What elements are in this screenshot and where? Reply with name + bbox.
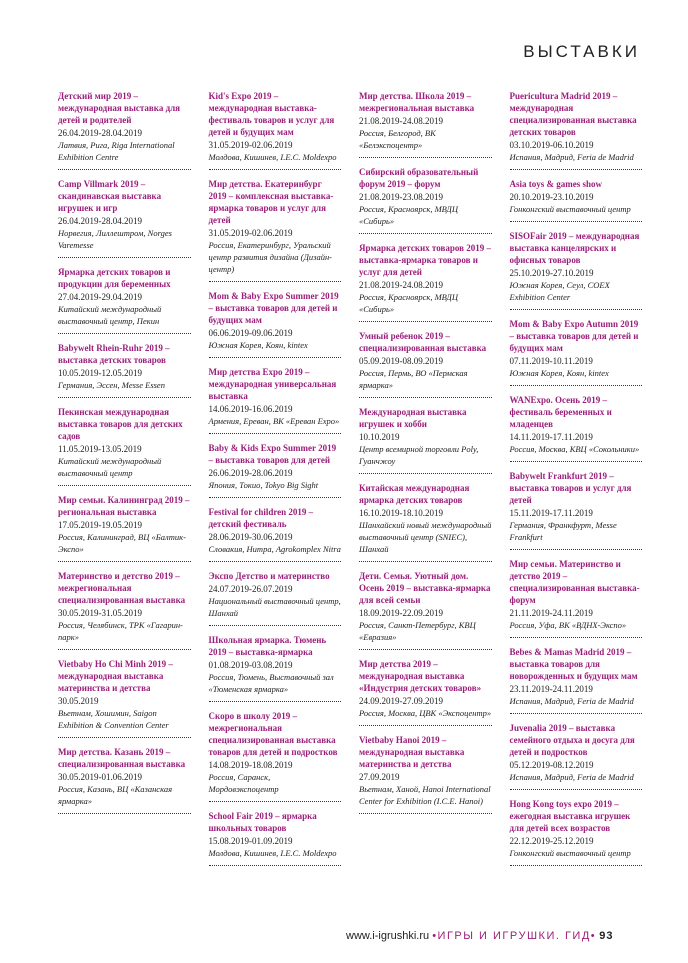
- exhibition-title: Ярмарка детских товаров и продукции для беременных: [58, 267, 171, 289]
- exhibition-place: Китайский международный выставочный центр: [58, 456, 162, 478]
- exhibition-title: Juvenalia 2019 – выставка семейного отдыха и досуга для детей и подростков: [509, 723, 635, 757]
- exhibition-place: Россия, Санкт-Петербург, КВЦ «Евразия»: [359, 620, 476, 642]
- column-1: [58, 90, 191, 874]
- exhibition-dates: 30.05.2019: [58, 696, 99, 706]
- exhibition-title: Mom & Baby Expo Autumn 2019 – выставка товаров для детей и будущих мам: [509, 319, 639, 353]
- exhibition-title: Дети. Семья. Уютный дом. Осень 2019 – выставка-ярмарка для всей семьи: [359, 571, 491, 605]
- exhibition-entry: [510, 798, 643, 866]
- exhibition-title: Babywelt Rhein-Ruhr 2019 – выставка детских товаров: [58, 343, 170, 365]
- exhibition-place: Россия, Калининград, ВЦ «Балтик-Экспо»: [58, 532, 186, 554]
- exhibition-place: Россия, Казань, ВЦ «Казанская ярмарка»: [58, 784, 173, 806]
- exhibition-dates: 21.11.2019-24.11.2019: [509, 608, 593, 618]
- exhibition-entry: [209, 178, 342, 282]
- footer-site-link[interactable]: www.i-igrushki.ru: [346, 930, 430, 942]
- exhibition-title: Мир детства. Казань 2019 – специализированная выставка: [58, 747, 186, 769]
- exhibition-entry: [209, 710, 342, 802]
- exhibition-entry: [209, 634, 342, 702]
- exhibition-place: Гонконгский выставочный центр: [509, 848, 631, 858]
- exhibition-dates: 24.07.2019-26.07.2019: [208, 584, 293, 594]
- exhibition-dates: 31.05.2019-02.06.2019: [208, 228, 293, 238]
- exhibition-title: Kid's Expo 2019 – международная выставка-фестиваль товаров и услуг для детей и будущих мам: [208, 91, 335, 137]
- exhibition-entry: [510, 230, 643, 310]
- exhibition-dates: 24.09.2019-27.09.2019: [359, 696, 443, 706]
- exhibition-entry: [510, 178, 643, 222]
- exhibition-title: Мир детства. Екатеринбург 2019 – комплексная выставка-ярмарка товаров и услуг для детей: [208, 179, 334, 225]
- exhibition-dates: 15.11.2019-17.11.2019: [509, 508, 593, 518]
- exhibition-dates: 14.06.2019-16.06.2019: [208, 404, 293, 414]
- exhibition-title: SISOFair 2019 – международная выставка канцелярских и офисных товаров: [509, 231, 640, 265]
- exhibition-title: Vietbaby Hanoi 2019 – международная выставка материнства и детства: [359, 735, 465, 769]
- exhibition-place: Шанхайский новый международный выставочный центр (SNIEC), Шанхай: [359, 520, 492, 554]
- section-title: ВЫСТАВКИ: [523, 42, 640, 61]
- exhibition-entry: [510, 318, 643, 386]
- exhibition-place: Южная Корея, Сеул, COEX Exhibition Center: [509, 280, 610, 302]
- exhibition-entry: [58, 658, 191, 738]
- exhibition-place: Вьетнам, Хошимин, Saigon Exhibition & Convention Center: [58, 708, 169, 730]
- exhibition-entry: [209, 290, 342, 358]
- exhibition-dates: 27.04.2019-29.04.2019: [58, 292, 142, 302]
- exhibition-dates: 11.05.2019-13.05.2019: [58, 444, 142, 454]
- exhibition-title: Camp Villmark 2019 – скандинавская выставка игрушек и игр: [58, 179, 162, 213]
- exhibition-place: Россия, Пермь, ВО «Пермская ярмарка»: [359, 368, 468, 390]
- exhibition-place: Национальный выставочный центр, Шанхай: [208, 596, 341, 618]
- exhibition-place: Россия, Москва, ЦВК «Экспоцентр»: [359, 708, 492, 718]
- exhibition-title: Bebes & Mamas Madrid 2019 – выставка товаров для новорожденных и будущих мам: [509, 647, 638, 681]
- column-3: [359, 90, 492, 874]
- exhibition-dates: 16.10.2019-18.10.2019: [359, 508, 443, 518]
- exhibition-title: Школьная ярмарка. Тюмень 2019 – выставка-ярмарка: [208, 635, 327, 657]
- exhibition-title: Сибирский образовательный форум 2019 – форум: [359, 167, 479, 189]
- exhibition-entry: [359, 242, 492, 322]
- exhibition-place: Япония, Токио, Tokyo Big Sight: [208, 480, 319, 490]
- exhibition-entry: [359, 406, 492, 474]
- exhibition-place: Армения, Ереван, ВК «Ереван Expo»: [208, 416, 340, 426]
- exhibition-title: Мир детства. Школа 2019 – межрегиональная выставка: [359, 91, 475, 113]
- exhibition-entry: [58, 266, 191, 334]
- exhibition-title: Детский мир 2019 – международная выставка для детей и родителей: [58, 91, 181, 125]
- exhibition-place: Молдова, Кишинев, I.E.C. Moldexpo: [208, 848, 337, 858]
- exhibition-dates: 17.05.2019-19.05.2019: [58, 520, 142, 530]
- exhibition-place: Молдова, Кишинев, I.E.C. Moldexpo: [208, 152, 337, 162]
- exhibition-place: Россия, Москва, КВЦ «Сокольники»: [509, 444, 640, 454]
- exhibition-place: Россия, Саранск, Мордовэкспоцентр: [208, 772, 279, 794]
- exhibition-title: Ярмарка детских товаров 2019 – выставка-ярмарка товаров и услуг для детей: [359, 243, 492, 277]
- exhibition-dates: 06.06.2019-09.06.2019: [208, 328, 293, 338]
- exhibition-entry: [58, 178, 191, 258]
- exhibition-dates: 05.12.2019-08.12.2019: [509, 760, 594, 770]
- exhibition-place: Испания, Мадрид, Feria de Madrid: [509, 696, 634, 706]
- exhibition-place: Испания, Мадрид, Feria de Madrid: [509, 152, 634, 162]
- exhibition-dates: 30.05.2019-31.05.2019: [58, 608, 142, 618]
- exhibition-place: Россия, Тюмень, Выставочный зал «Тюменская ярмарка»: [208, 672, 334, 694]
- exhibition-dates: 03.10.2019-06.10.2019: [509, 140, 594, 150]
- exhibition-entry: [510, 722, 643, 790]
- exhibition-title: Международная выставка игрушек и хобби: [359, 407, 467, 429]
- exhibition-title: Китайская международная ярмарка детских товаров: [359, 483, 470, 505]
- exhibition-title: Материнство и детство 2019 – межрегиональная специализированная выставка: [58, 571, 186, 605]
- exhibition-entry: [359, 570, 492, 650]
- exhibition-entry: [510, 470, 643, 550]
- exhibition-dates: 30.05.2019-01.06.2019: [58, 772, 142, 782]
- exhibition-entry: [510, 90, 643, 170]
- exhibition-title: Мир детства Expo 2019 – международная универсальная выставка: [208, 367, 337, 401]
- exhibition-entry: [58, 342, 191, 398]
- exhibition-title: Пекинская международная выставка товаров для детских садов: [58, 407, 183, 441]
- exhibition-entry: [510, 558, 643, 638]
- exhibition-title: Baby & Kids Expo Summer 2019 – выставка товаров для детей: [208, 443, 337, 465]
- exhibition-entry: [58, 494, 191, 562]
- exhibition-entry: [209, 442, 342, 498]
- exhibition-title: School Fair 2019 – ярмарка школьных товаров: [208, 811, 317, 833]
- exhibition-dates: 31.05.2019-02.06.2019: [208, 140, 293, 150]
- exhibition-title: WANExpo. Осень 2019 – фестиваль беременных и младенцев: [509, 395, 612, 429]
- exhibition-dates: 18.09.2019-22.09.2019: [359, 608, 443, 618]
- exhibition-title: Vietbaby Ho Chi Minh 2019 – международная выставка материнства и детства: [58, 659, 173, 693]
- exhibition-title: Скоро в школу 2019 – межрегиональная специализированная выставка товаров для детей и подростков: [208, 711, 338, 757]
- exhibition-dates: 25.10.2019-27.10.2019: [509, 268, 594, 278]
- page-number: 93: [599, 930, 614, 942]
- exhibition-dates: 07.11.2019-10.11.2019: [509, 356, 593, 366]
- exhibition-entry: [58, 746, 191, 814]
- exhibition-dates: 26.04.2019-28.04.2019: [58, 216, 142, 226]
- exhibition-place: Южная Корея, Коян, kintex: [208, 340, 308, 350]
- exhibition-title: Экспо Детство и материнство: [208, 571, 330, 581]
- exhibition-place: Латвия, Рига, Riga International Exhibition Centre: [58, 140, 175, 162]
- exhibition-dates: 23.11.2019-24.11.2019: [509, 684, 593, 694]
- column-4: [510, 90, 643, 874]
- exhibition-title: Мир семьи. Материнство и детство 2019 – специализированная выставка-форум: [509, 559, 640, 605]
- exhibition-place: Россия, Красноярск, МВДЦ «Сибирь»: [359, 204, 458, 226]
- exhibition-entry: [209, 90, 342, 170]
- exhibition-place: Россия, Уфа, ВК «ВДНХ-Экспо»: [509, 620, 627, 630]
- exhibition-entry: [359, 658, 492, 726]
- exhibition-title: Festival for children 2019 – детский фестиваль: [208, 507, 314, 529]
- exhibition-dates: 10.10.2019: [359, 432, 400, 442]
- exhibition-dates: 28.06.2019-30.06.2019: [208, 532, 293, 542]
- exhibition-title: Mom & Baby Expo Summer 2019 – выставка товаров для детей и будущих мам: [208, 291, 339, 325]
- exhibition-entry: [510, 646, 643, 714]
- exhibition-entry: [359, 166, 492, 234]
- exhibition-entry: [209, 810, 342, 866]
- exhibition-place: Гонконгский выставочный центр: [509, 204, 631, 214]
- exhibition-entry: [209, 366, 342, 434]
- exhibition-entry: [510, 394, 643, 462]
- exhibition-place: Китайский международный выставочный центр, Пекин: [58, 304, 162, 326]
- exhibition-dates: 14.11.2019-17.11.2019: [509, 432, 593, 442]
- exhibition-dates: 21.08.2019-23.08.2019: [359, 192, 443, 202]
- exhibition-dates: 21.08.2019-24.08.2019: [359, 280, 443, 290]
- exhibition-dates: 21.08.2019-24.08.2019: [359, 116, 443, 126]
- column-2: [209, 90, 342, 874]
- exhibition-place: Россия, Челябинск, ТРК «Гагарин-парк»: [58, 620, 183, 642]
- exhibition-title: Мир семьи. Калининград 2019 – региональная выставка: [58, 495, 190, 517]
- exhibition-entry: [359, 330, 492, 398]
- exhibition-title: Умный ребенок 2019 – специализированная выставка: [359, 331, 487, 353]
- exhibition-title: Babywelt Frankfurt 2019 – выставка товаров и услуг для детей: [509, 471, 632, 505]
- exhibition-place: Норвегия, Лиллештром, Norges Varemesse: [58, 228, 172, 250]
- exhibition-title: Puericultura Madrid 2019 – международная специализированная выставка детских товаров: [509, 91, 637, 137]
- exhibition-place: Вьетнам, Ханой, Hanoi International Center for Exhibition (I.C.E. Hanoi): [359, 784, 491, 806]
- exhibition-dates: 26.04.2019-28.04.2019: [58, 128, 142, 138]
- exhibition-dates: 10.05.2019-12.05.2019: [58, 368, 142, 378]
- exhibition-place: Германия, Эссен, Messe Essen: [58, 380, 165, 390]
- exhibition-dates: 26.06.2019-28.06.2019: [208, 468, 293, 478]
- exhibition-columns: [58, 90, 642, 874]
- exhibition-title: Мир детства 2019 – международная выставка «Индустрия детских товаров»: [359, 659, 482, 693]
- exhibition-place: Словакия, Нитра, Agrokomplex Nitra: [208, 544, 341, 554]
- exhibition-place: Южная Корея, Коян, kintex: [509, 368, 609, 378]
- exhibition-dates: 01.08.2019-03.08.2019: [208, 660, 293, 670]
- exhibition-entry: [359, 90, 492, 158]
- exhibition-dates: 15.08.2019-01.09.2019: [208, 836, 293, 846]
- exhibition-title: Hong Kong toys expo 2019 – ежегодная выставка игрушек для детей всех возрастов: [509, 799, 631, 833]
- exhibition-place: Россия, Красноярск, МВДЦ «Сибирь»: [359, 292, 458, 314]
- exhibition-entry: [359, 482, 492, 562]
- exhibition-entry: [209, 506, 342, 562]
- exhibition-dates: 20.10.2019-23.10.2019: [509, 192, 594, 202]
- exhibition-entry: [58, 90, 191, 170]
- exhibition-title: Asia toys & games show: [509, 179, 603, 189]
- exhibition-dates: 14.08.2019-18.08.2019: [208, 760, 293, 770]
- exhibition-entry: [359, 734, 492, 814]
- exhibition-place: Германия, Франкфурт, Messe Frankfurt: [509, 520, 617, 542]
- exhibition-entry: [58, 570, 191, 650]
- exhibition-entry: [58, 406, 191, 486]
- exhibition-place: Россия, Екатеринбург, Уральский центр развития дизайна (Дизайн-центр): [208, 240, 332, 274]
- exhibition-place: Испания, Мадрид, Feria de Madrid: [509, 772, 634, 782]
- footer-brand: •ИГРЫ И ИГРУШКИ. ГИД•: [432, 930, 597, 942]
- exhibition-place: Россия, Белгород, ВК «Белэкспоцентр»: [359, 128, 436, 150]
- exhibition-place: Центр всемирной торговли Poly, Гуанчжоу: [359, 444, 479, 466]
- exhibition-dates: 05.09.2019-08.09.2019: [359, 356, 443, 366]
- exhibition-dates: 27.09.2019: [359, 772, 400, 782]
- page-footer: [346, 930, 613, 942]
- exhibition-entry: [209, 570, 342, 626]
- exhibition-dates: 22.12.2019-25.12.2019: [509, 836, 594, 846]
